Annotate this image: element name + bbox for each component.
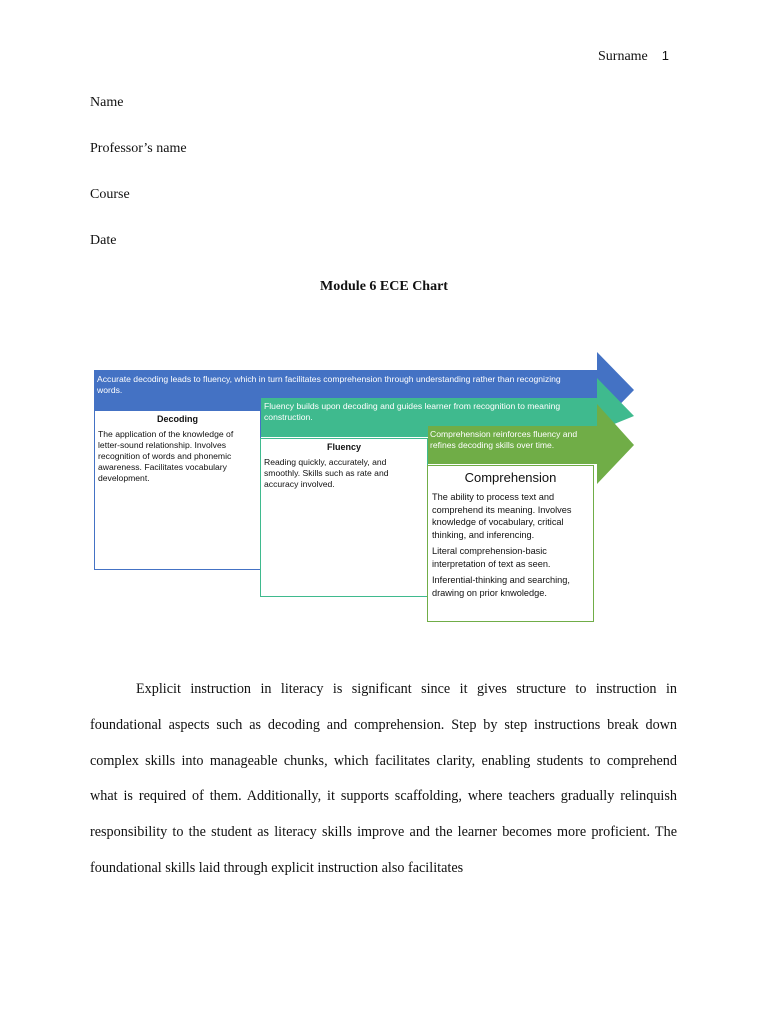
page-number: 1 — [661, 48, 669, 63]
course-name: Course — [90, 187, 130, 202]
decoding-description: The application of the knowledge of letter-sound relationship. Involves recognition of words and phonemic awareness. Facilitates vocabulary development. — [98, 429, 234, 483]
fluency-title: Fluency — [326, 442, 361, 452]
comprehension-paragraph: The ability to process text and comprehend its meaning. Involves knowledge of vocabulary, critical thinking, and inferencing. — [432, 492, 572, 540]
fluency-box — [260, 438, 428, 597]
comprehension-title: Comprehension — [464, 470, 557, 485]
fluency-description: Reading quickly, accurately, and smoothly. Skills such as rate and accuracy involved. — [264, 457, 389, 489]
fluency-arrow-text: Fluency builds upon decoding and guides learner from recognition to meaning construction. — [264, 401, 561, 422]
comprehension-paragraph: Literal comprehension-basic interpretation of text as seen. — [432, 546, 551, 569]
header-surname: Surname — [598, 49, 648, 64]
student-name: Name — [90, 95, 124, 110]
decoding-arrow-text: Accurate decoding leads to fluency, which in turn facilitates comprehension through understanding rather than recognizing words. — [97, 374, 561, 395]
comprehension-description — [428, 491, 593, 599]
decoding-title: Decoding — [156, 414, 198, 424]
comprehension-box — [427, 465, 594, 622]
decoding-box — [94, 410, 261, 570]
comprehension-paragraph: Inferential-thinking and searching, drawing on prior knwoledge. — [432, 575, 570, 598]
comprehension-arrow-text: Comprehension reinforces fluency and refines decoding skills over time. — [430, 429, 578, 450]
date: Date — [90, 233, 117, 248]
body-paragraph: Explicit instruction in literacy is significant since it gives structure to instruction in foundational aspects such as decoding and comprehension. Step by step instructions break down complex skills into manageable chunks, which facilitates clarity, enabling students to comprehend what is required of them. Additionally, it supports scaffolding, where teachers gradually relinquish responsibility to the student as literacy skills improve and the learner becomes more proficient. The foundational skills laid through explicit instruction also facilitates — [90, 681, 677, 876]
document-title: Module 6 ECE Chart — [320, 279, 448, 294]
professor-name: Professor’s name — [90, 141, 187, 156]
body-text — [90, 672, 677, 887]
